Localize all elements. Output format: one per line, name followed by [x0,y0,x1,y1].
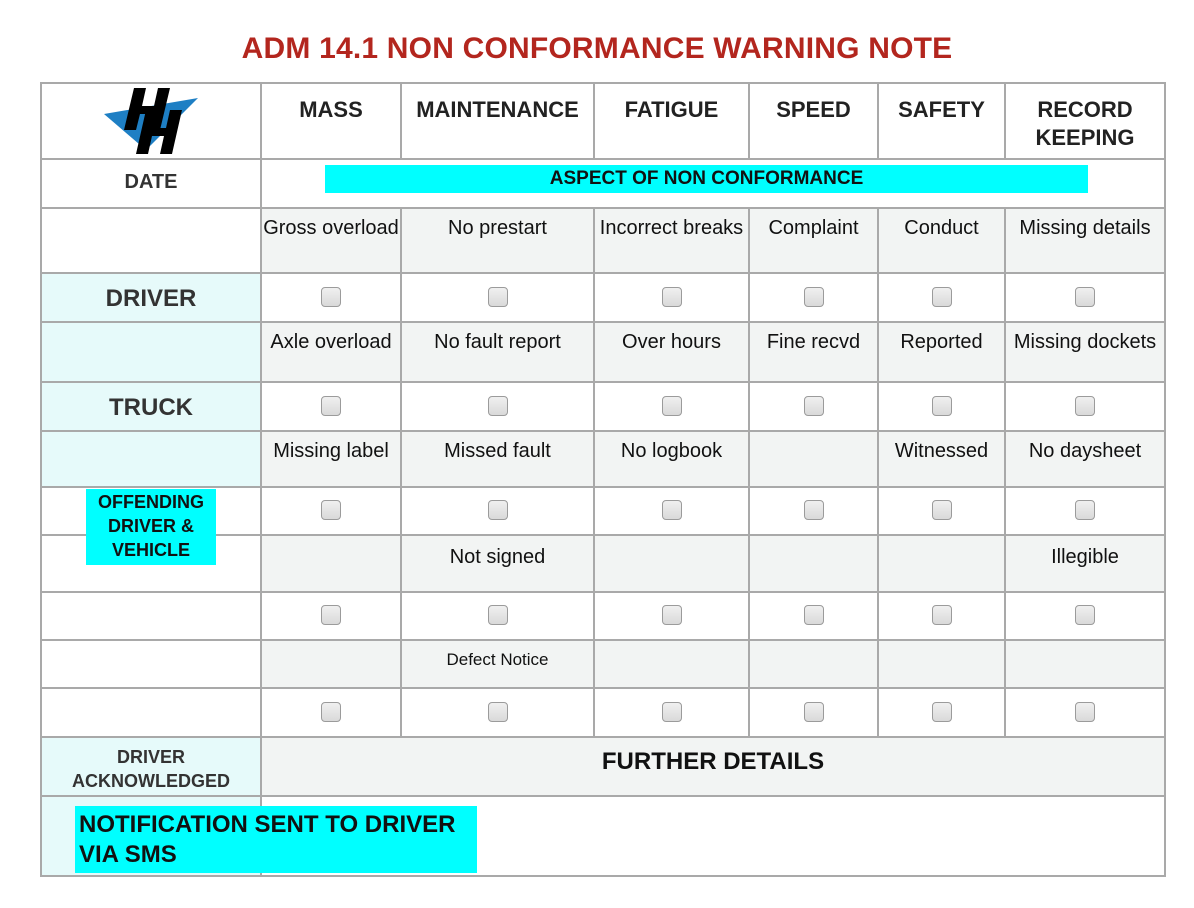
checkbox[interactable] [321,605,341,625]
acknowledged-row [41,737,1165,796]
side-cell [41,640,261,688]
option-label [594,535,749,592]
option-label [594,640,749,688]
checkbox[interactable] [1075,287,1095,307]
checkbox-cell [1005,273,1165,322]
checkbox[interactable] [488,500,508,520]
option-label: Missing dockets [1005,322,1165,382]
checkbox-cell [878,487,1005,535]
date-label: DATE [41,159,261,208]
header-maintenance: MAINTENANCE [401,83,594,159]
header-mass: MASS [261,83,401,159]
logo-cell [41,83,261,159]
option-label: Complaint [749,208,878,273]
option-label: Illegible [1005,535,1165,592]
checkbox[interactable] [662,287,682,307]
header-fatigue: FATIGUE [594,83,749,159]
checkbox-cell [749,688,878,737]
checkbox[interactable] [932,287,952,307]
option-label: No logbook [594,431,749,487]
checkbox[interactable] [932,396,952,416]
checkbox-cell [594,592,749,640]
header-speed: SPEED [749,83,878,159]
checkbox-cell [261,273,401,322]
option-row [41,431,1165,487]
checkbox-cell [1005,592,1165,640]
further-details-header: FURTHER DETAILS [261,737,1165,796]
checkbox-cell [594,688,749,737]
checkbox-cell [878,273,1005,322]
option-label [261,535,401,592]
side-cell [41,688,261,737]
option-label: Witnessed [878,431,1005,487]
checkbox[interactable] [932,500,952,520]
checkbox-cell [749,382,878,431]
truck-label: TRUCK [41,382,261,431]
option-label: No prestart [401,208,594,273]
non-conformance-grid [40,82,1166,877]
driver-acknowledged-label: DRIVER ACKNOWLEDGED [41,737,261,796]
checkbox[interactable] [1075,500,1095,520]
checkbox-cell [1005,487,1165,535]
checkbox[interactable] [662,396,682,416]
checkbox[interactable] [488,396,508,416]
checkbox-row [41,688,1165,737]
option-label [749,640,878,688]
checkbox-row [41,382,1165,431]
checkbox[interactable] [1075,605,1095,625]
checkbox-cell [401,382,594,431]
option-label: No daysheet [1005,431,1165,487]
option-label: Not signed [401,535,594,592]
option-label: Defect Notice [401,640,594,688]
checkbox[interactable] [488,287,508,307]
checkbox-cell [749,592,878,640]
sms-notification-banner: NOTIFICATION SENT TO DRIVER VIA SMS [75,806,477,873]
side-cell [41,431,261,487]
checkbox[interactable] [488,702,508,722]
checkbox-row [41,592,1165,640]
checkbox[interactable] [804,500,824,520]
checkbox[interactable] [488,605,508,625]
checkbox[interactable] [1075,702,1095,722]
side-cell [41,322,261,382]
page-title: ADM 14.1 NON CONFORMANCE WARNING NOTE [241,32,953,65]
checkbox-cell [261,592,401,640]
checkbox[interactable] [804,702,824,722]
checkbox-cell [749,273,878,322]
option-label [878,640,1005,688]
option-label: Conduct [878,208,1005,273]
checkbox[interactable] [932,605,952,625]
option-label: Gross overload [261,208,401,273]
checkbox-cell [401,273,594,322]
checkbox-cell [594,273,749,322]
checkbox-cell [878,592,1005,640]
checkbox-cell [401,688,594,737]
checkbox-cell [401,592,594,640]
header-row [41,83,1165,159]
option-row [41,640,1165,688]
offending-driver-vehicle-banner: OFFENDING DRIVER & VEHICLE [86,489,216,565]
checkbox-cell [261,688,401,737]
option-label: Incorrect breaks [594,208,749,273]
option-label [1005,640,1165,688]
checkbox[interactable] [662,605,682,625]
option-label: Axle overload [261,322,401,382]
checkbox-cell [261,382,401,431]
option-label: No fault report [401,322,594,382]
checkbox[interactable] [662,500,682,520]
option-label [261,640,401,688]
checkbox-cell [749,487,878,535]
checkbox[interactable] [321,500,341,520]
checkbox-cell [1005,382,1165,431]
checkbox-row [41,273,1165,322]
side-cell [41,592,261,640]
header-record-keeping: RECORD KEEPING [1005,83,1165,159]
option-label [749,535,878,592]
checkbox[interactable] [662,702,682,722]
side-cell [41,208,261,273]
checkbox-cell [594,382,749,431]
checkbox-cell [261,487,401,535]
option-row [41,322,1165,382]
checkbox-cell [878,688,1005,737]
option-label: Missed fault [401,431,594,487]
checkbox[interactable] [804,396,824,416]
driver-label: DRIVER [41,273,261,322]
checkbox-cell [594,487,749,535]
option-row [41,208,1165,273]
option-label: Fine recvd [749,322,878,382]
checkbox-cell [401,487,594,535]
checkbox[interactable] [804,605,824,625]
option-label: Missing label [261,431,401,487]
header-safety: SAFETY [878,83,1005,159]
aspect-banner: ASPECT OF NON CONFORMANCE [325,165,1088,193]
checkbox[interactable] [321,702,341,722]
checkbox[interactable] [804,287,824,307]
option-label: Reported [878,322,1005,382]
option-label: Missing details [1005,208,1165,273]
checkbox[interactable] [932,702,952,722]
checkbox[interactable] [1075,396,1095,416]
checkbox[interactable] [321,287,341,307]
checkbox-cell [1005,688,1165,737]
checkbox-cell [878,382,1005,431]
option-label [749,431,878,487]
option-label [878,535,1005,592]
option-label: Over hours [594,322,749,382]
checkbox[interactable] [321,396,341,416]
